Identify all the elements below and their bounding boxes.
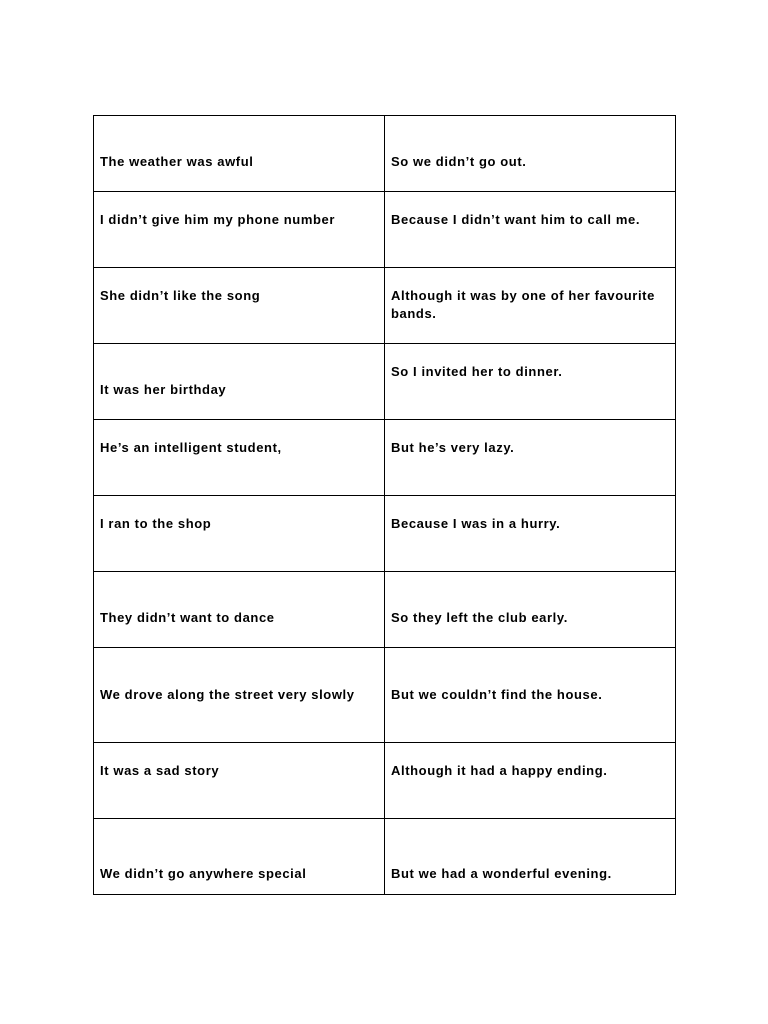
sentence-end-text: Although it had a happy ending. (391, 763, 608, 778)
sentence-start-text: The weather was awful (100, 154, 254, 169)
sentence-start-text: They didn’t want to dance (100, 610, 275, 625)
sentence-end-text: Because I was in a hurry. (391, 516, 561, 531)
sentence-end-cell (385, 496, 676, 572)
sentence-end-cell (385, 819, 676, 895)
table-row (94, 420, 676, 496)
sentence-start-cell (94, 116, 385, 192)
sentence-start-text: It was a sad story (100, 763, 220, 778)
sentence-start-cell (94, 420, 385, 496)
sentence-start-text: It was her birthday (100, 382, 227, 397)
table-row (94, 648, 676, 743)
sentence-end-cell (385, 743, 676, 819)
sentence-start-text: We didn’t go anywhere special (100, 866, 307, 881)
table-row (94, 116, 676, 192)
table-row (94, 572, 676, 648)
sentence-start-text: I ran to the shop (100, 516, 212, 531)
table-row (94, 344, 676, 420)
sentence-end-text: But he’s very lazy. (391, 440, 515, 455)
sentence-end-cell (385, 116, 676, 192)
sentence-end-text: So I invited her to dinner. (391, 364, 563, 379)
matching-cards-table (93, 115, 676, 895)
sentence-end-cell (385, 420, 676, 496)
sentence-end-text: So we didn’t go out. (391, 154, 527, 169)
sentence-end-text: So they left the club early. (391, 610, 568, 625)
sentence-start-cell (94, 268, 385, 344)
sentence-end-text: Although it was by one of her favourite bands. (391, 288, 655, 321)
sentence-end-cell (385, 648, 676, 743)
sentence-end-text: Because I didn’t want him to call me. (391, 212, 641, 227)
sentence-end-text: But we had a wonderful evening. (391, 866, 612, 881)
sentence-start-cell (94, 819, 385, 895)
sentence-start-cell (94, 572, 385, 648)
sentence-start-text: She didn’t like the song (100, 288, 261, 303)
sentence-end-cell (385, 192, 676, 268)
table-row (94, 743, 676, 819)
sentence-start-text: He’s an intelligent student, (100, 440, 282, 455)
sentence-end-cell (385, 572, 676, 648)
sentence-end-cell (385, 268, 676, 344)
sentence-start-cell (94, 743, 385, 819)
sentence-start-cell (94, 344, 385, 420)
sentence-start-text: We drove along the street very slowly (100, 687, 355, 702)
table-row (94, 819, 676, 895)
sentence-end-cell (385, 344, 676, 420)
table-row (94, 192, 676, 268)
sentence-end-text: But we couldn’t find the house. (391, 687, 603, 702)
sentence-start-cell (94, 192, 385, 268)
sentence-start-text: I didn’t give him my phone number (100, 212, 336, 227)
table-row (94, 496, 676, 572)
sentence-start-cell (94, 496, 385, 572)
table-row (94, 268, 676, 344)
sentence-start-cell (94, 648, 385, 743)
